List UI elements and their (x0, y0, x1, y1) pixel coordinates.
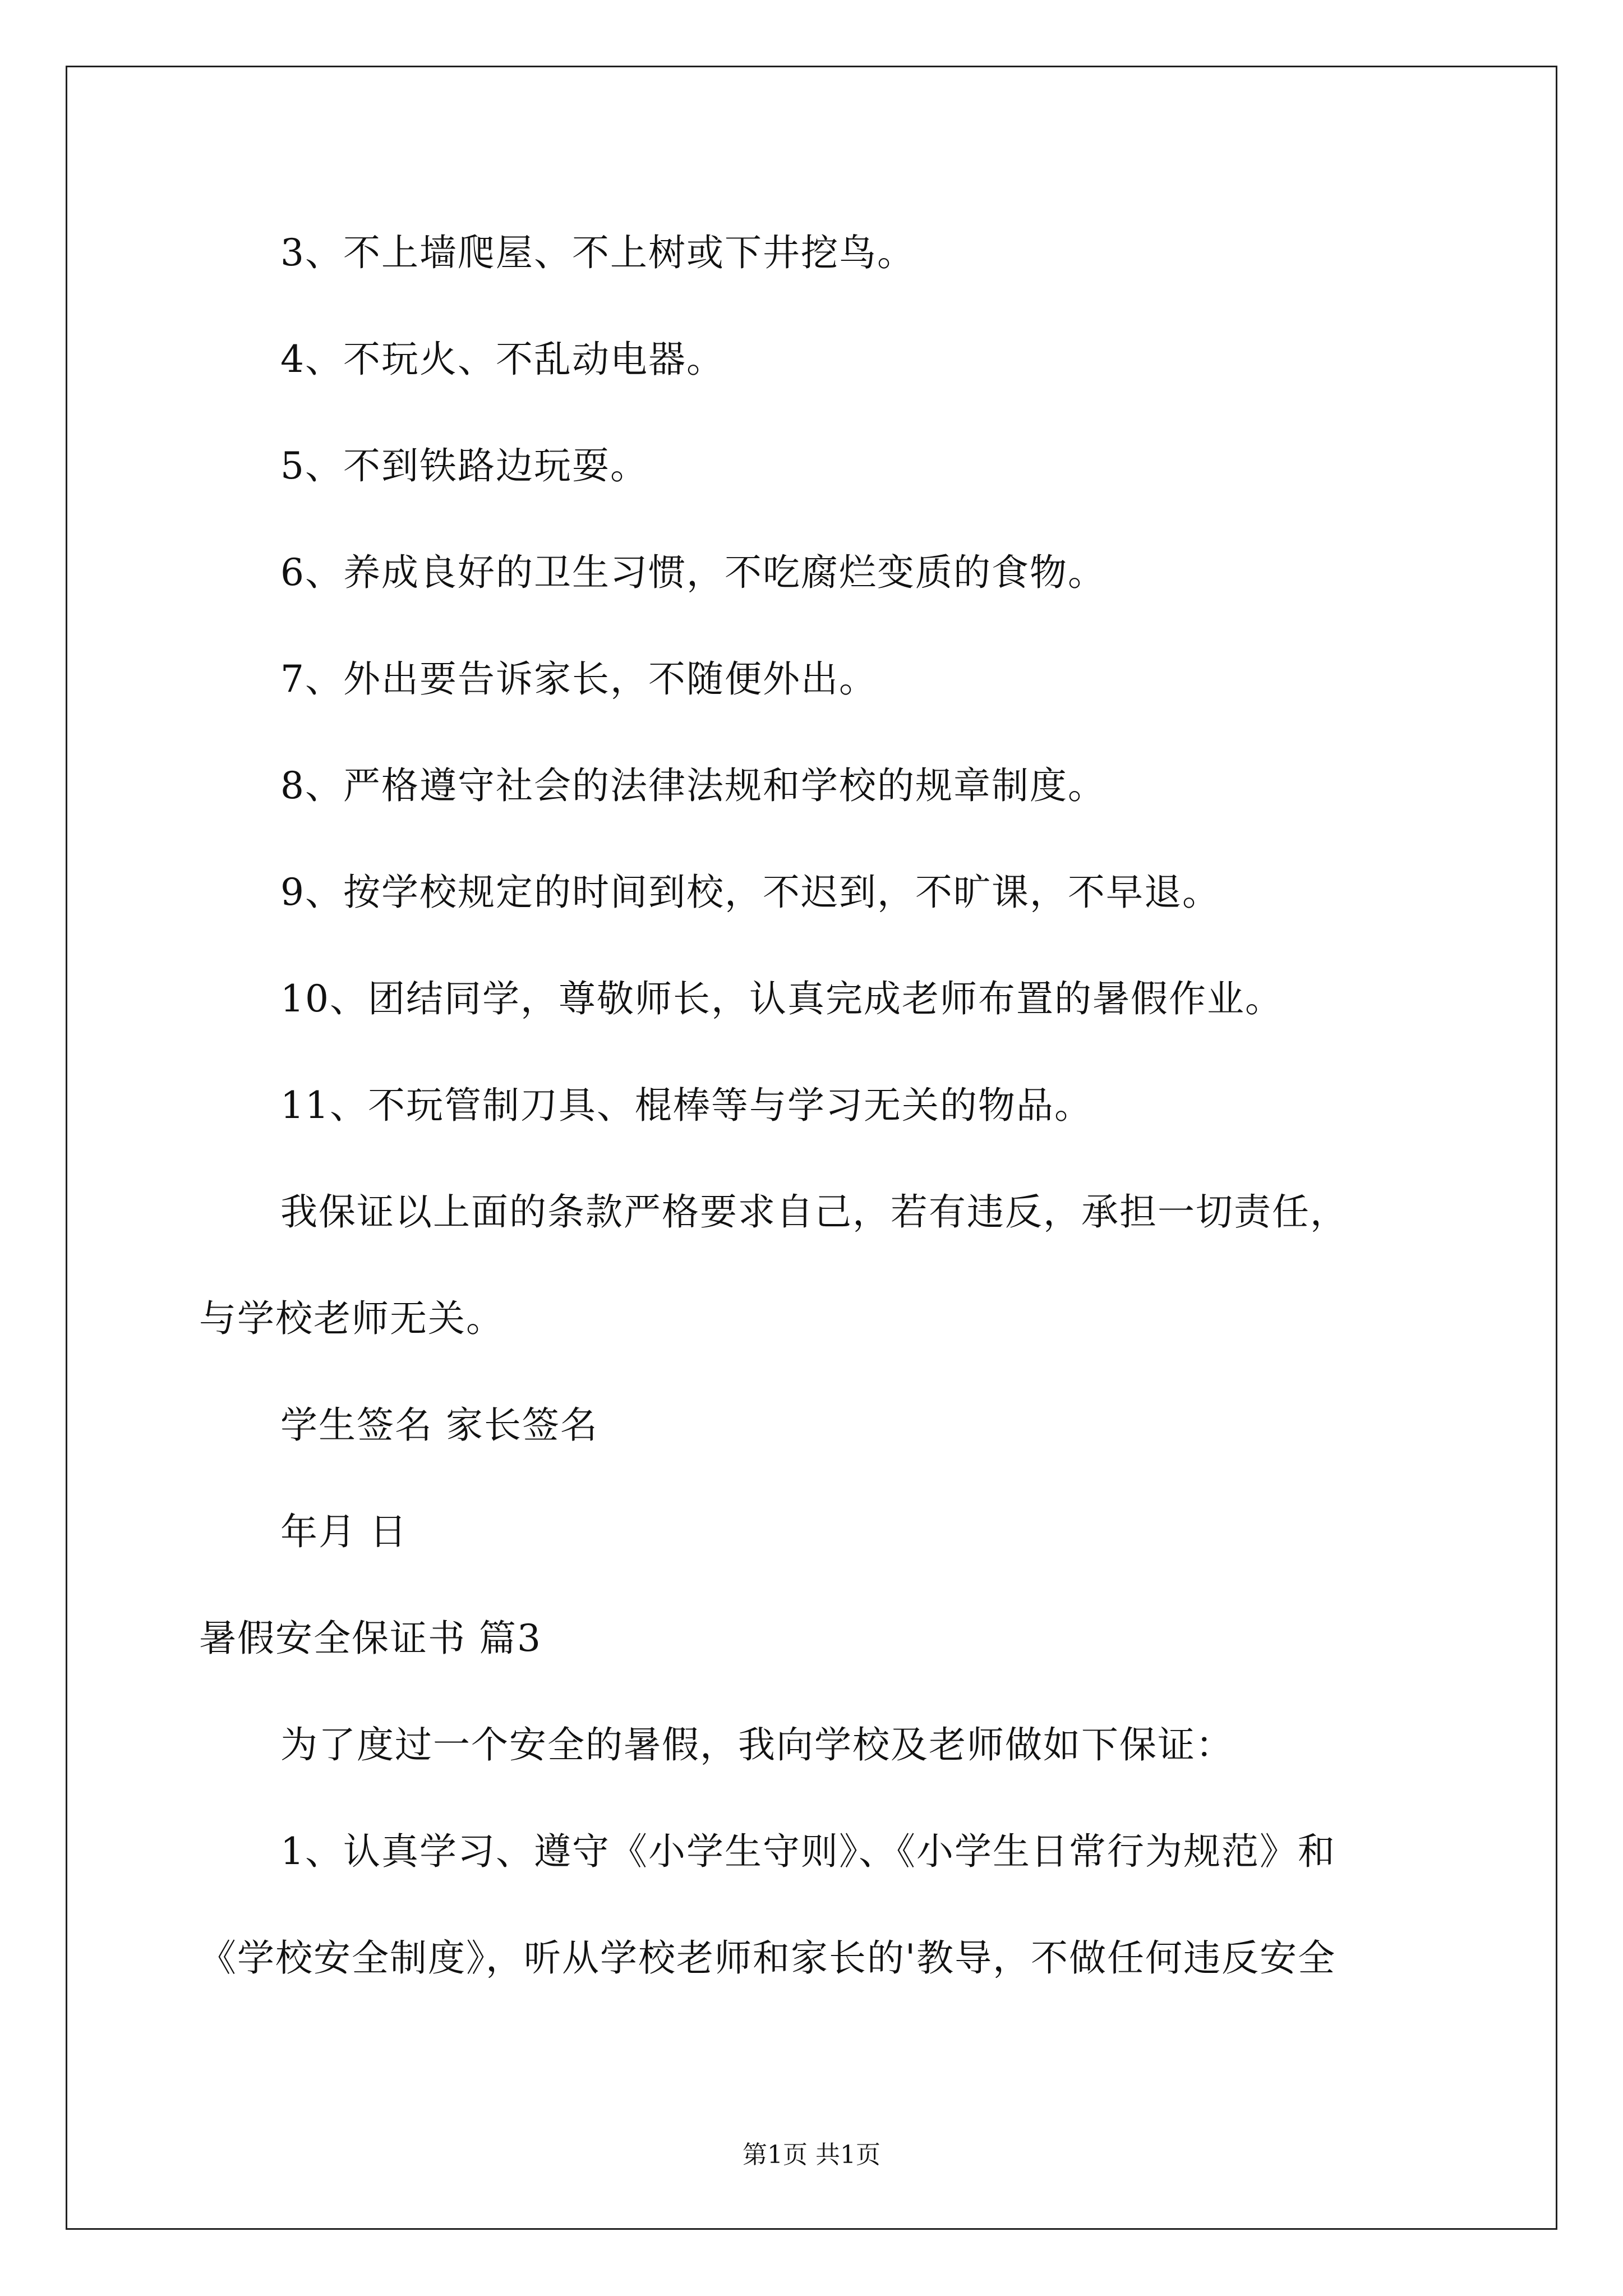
text-line-item-10: 10、团结同学，尊敬师长，认真完成老师布置的暑假作业。 (280, 977, 1283, 1020)
page-footer: 第1页 共1页 (743, 2141, 880, 2169)
text-line-item-11: 11、不玩管制刀具、棍棒等与学习无关的物品。 (280, 1084, 1092, 1127)
text-line-item-5: 5、不到铁路边玩耍。 (280, 444, 648, 487)
text-line-item-7: 7、外出要告诉家长，不随便外出。 (280, 657, 877, 701)
text-line-item-4: 4、不玩火、不乱动电器。 (280, 338, 725, 381)
text-line-item-8: 8、严格遵守社会的法律法规和学校的规章制度。 (280, 764, 1106, 807)
text-line-item-6: 6、养成良好的卫生习惯，不吃腐烂变质的食物。 (280, 551, 1106, 594)
section-heading: 暑假安全保证书 篇3 (199, 1617, 542, 1660)
pledge-paragraph-line-2: 与学校老师无关。 (199, 1297, 504, 1340)
signature-line: 学生签名 家长签名 (280, 1404, 598, 1447)
date-line: 年月 日 (280, 1510, 408, 1553)
page-border (66, 66, 1557, 2230)
pledge-paragraph-line-1: 我保证以上面的条款严格要求自己，若有违反，承担一切责任， (280, 1190, 1348, 1234)
intro-paragraph: 为了度过一个安全的暑假，我向学校及老师做如下保证： (280, 1723, 1234, 1766)
text-line-item-1: 1、认真学习、遵守《小学生守则》、《小学生日常行为规范》和 (280, 1830, 1336, 1873)
text-line-item-1-continued: 《学校安全制度》，听从学校老师和家长的'教导，不做任何违反安全 (199, 1936, 1336, 1980)
text-line-item-9: 9、按学校规定的时间到校，不迟到，不旷课，不早退。 (280, 871, 1220, 914)
text-line-item-3: 3、不上墙爬屋、不上树或下井挖鸟。 (280, 231, 915, 274)
